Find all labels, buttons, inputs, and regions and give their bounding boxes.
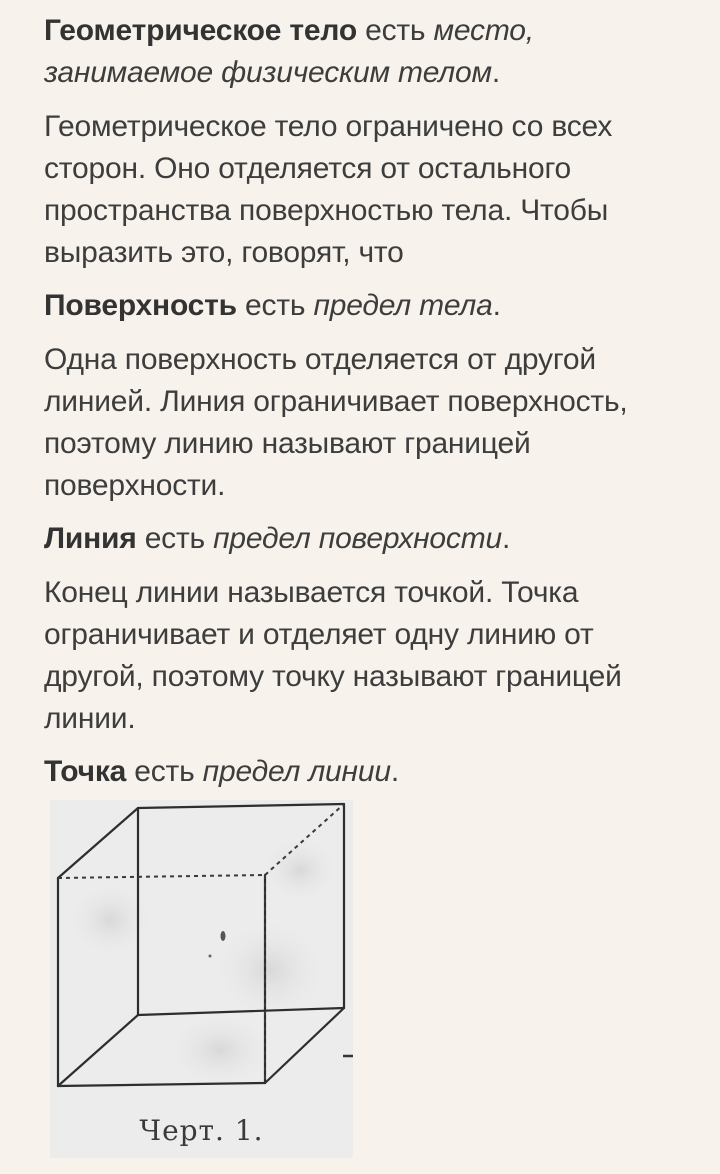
cube-figure [50, 800, 353, 1158]
term-body: Геометрическое тело [44, 14, 357, 47]
paragraph-surface-line: Одна поверхность отделяется от другой линией. Линия ограничивает поверхность, поэтому линию называют границей поверхности. [44, 343, 628, 502]
cube-drawing [50, 800, 353, 1158]
scan-speck [209, 955, 212, 958]
definition-point: Точка есть предел линии. [44, 755, 399, 788]
scan-smudge [165, 1010, 275, 1090]
scan-smudge [65, 880, 155, 960]
article-body [44, 10, 684, 805]
figure-caption: Черт. 1. [139, 1114, 264, 1147]
definition-text-point: предел линии [202, 755, 391, 788]
cube-edge [138, 804, 344, 808]
cube-hidden-edge [58, 875, 265, 878]
definition-text-line: предел поверхности [213, 522, 502, 555]
definition-body: Геометрическое тело есть место, занимаемое физическим телом. [44, 14, 534, 89]
cube-edge [58, 808, 138, 878]
definition-surface: Поверхность есть предел тела. [44, 289, 501, 322]
paragraph-line-point: Конец линии называется точкой. Точка ограничивает и отделяет одну линию от другой, поэтому точку называют границей линии. [44, 576, 622, 735]
cube-edge [58, 1015, 138, 1086]
term-point: Точка [44, 755, 127, 788]
term-surface: Поверхность [44, 289, 237, 322]
definition-line: Линия есть предел поверхности. [44, 522, 511, 555]
scan-speck [221, 931, 226, 941]
definition-text-surface: предел тела [313, 289, 493, 322]
definition-text-body: место, занимаемое физическим телом [44, 14, 534, 89]
term-line: Линия [44, 522, 137, 555]
paragraph-body-bounded: Геометрическое тело ограничено со всех сторон. Оно отделяется от остального пространства поверхностью тела. Чтобы выразить это, говорят, что [44, 110, 613, 269]
